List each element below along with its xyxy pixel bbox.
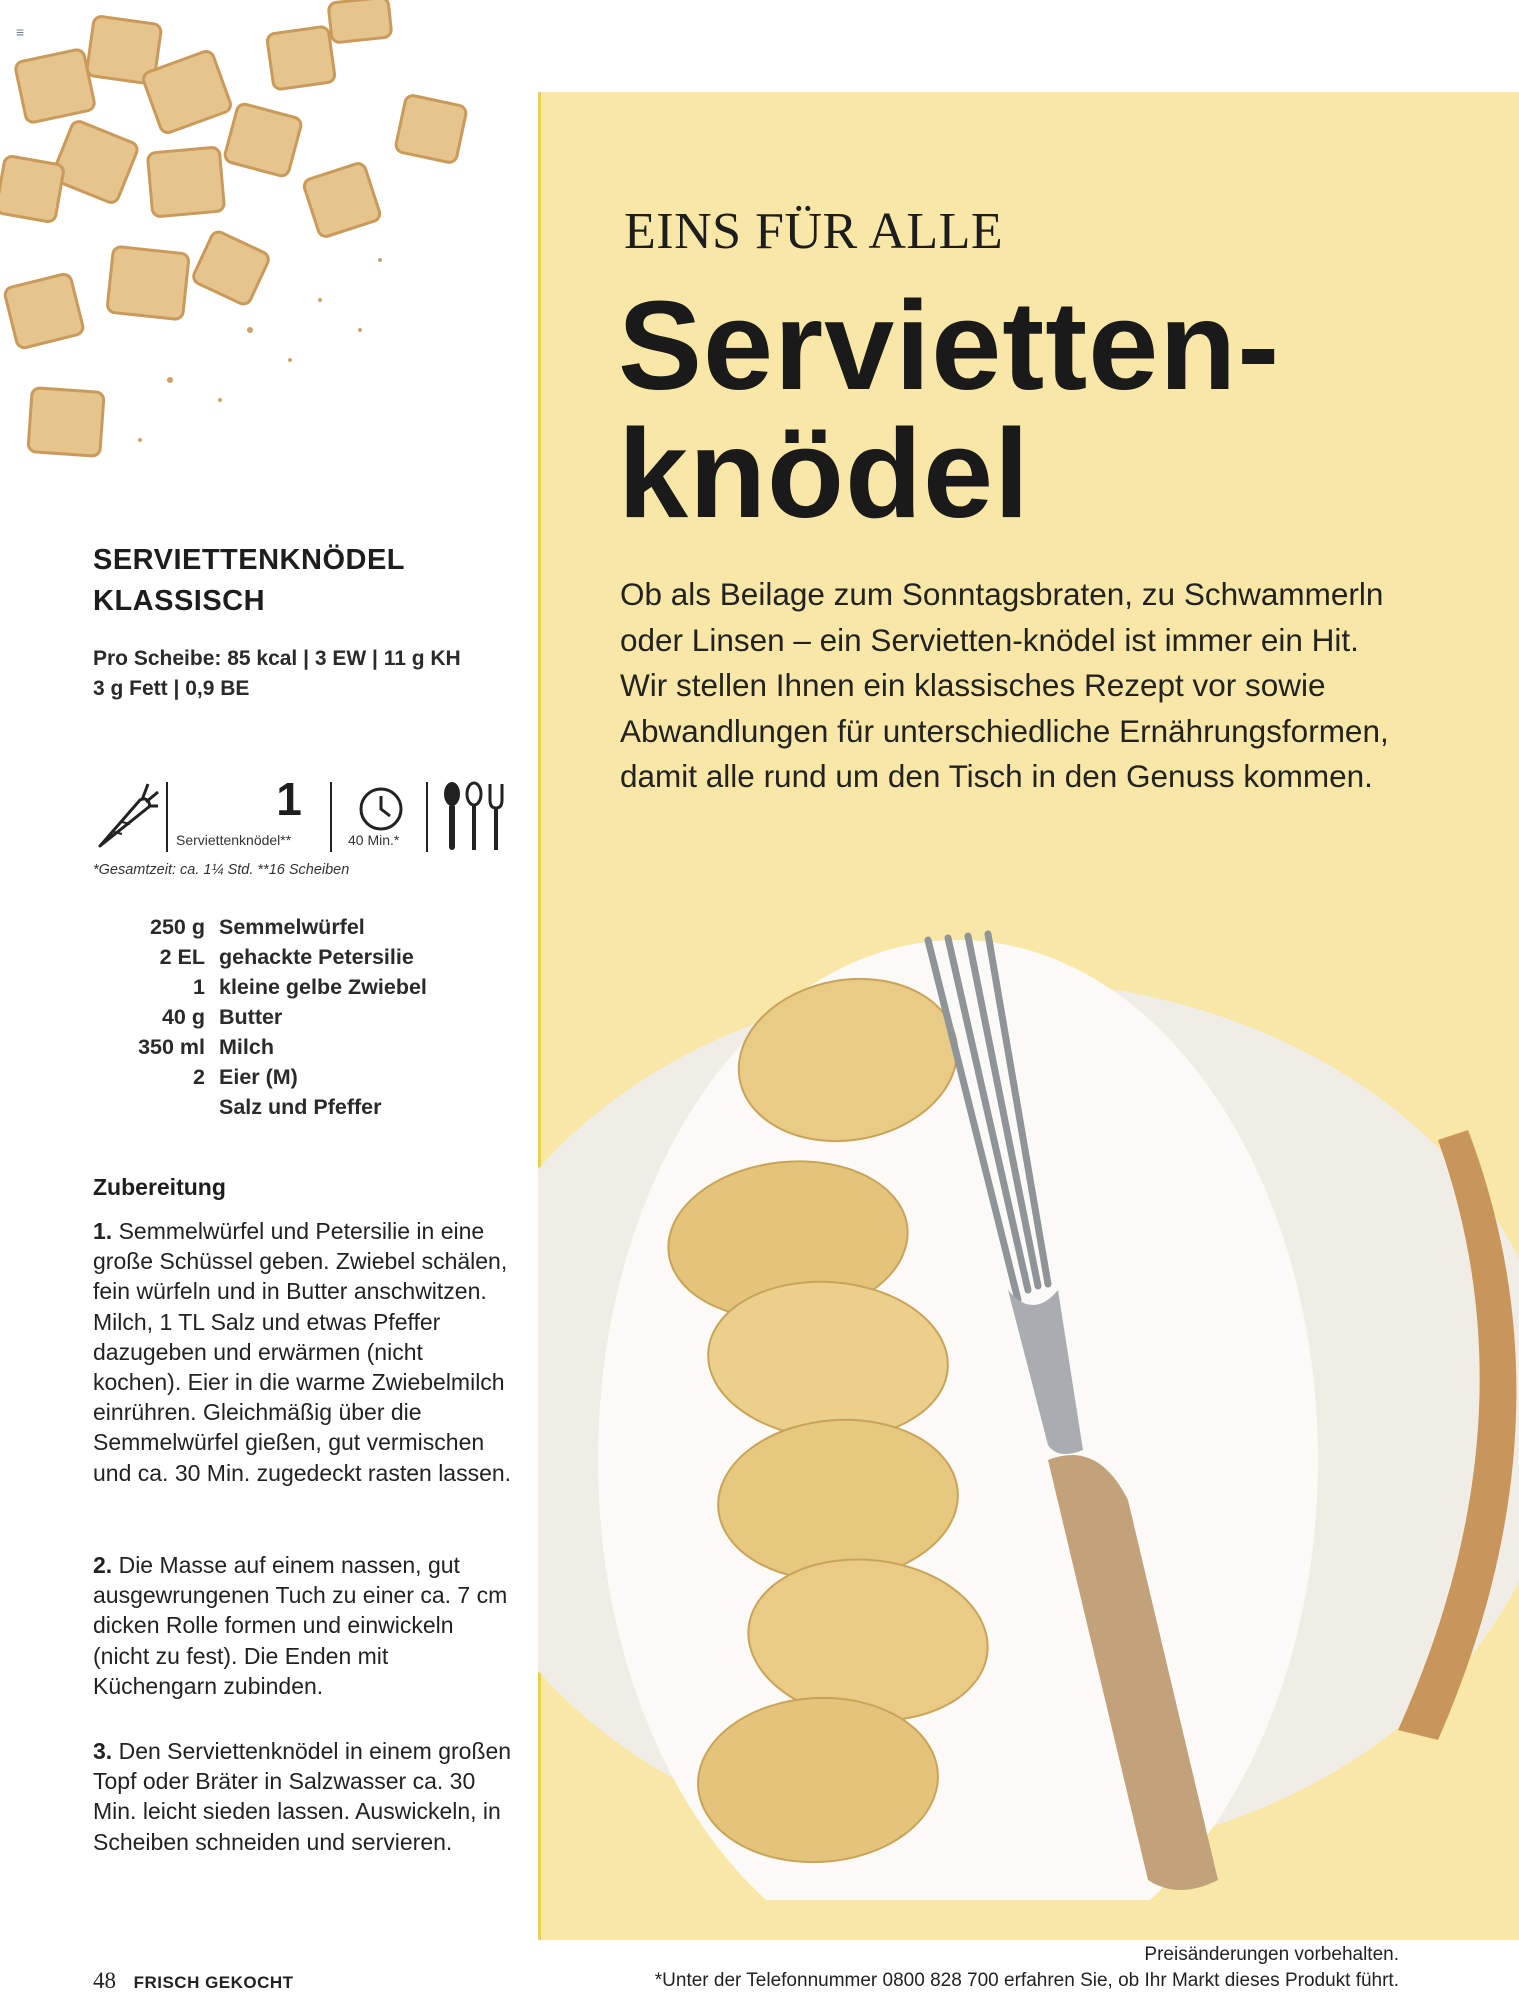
step-text: Den Serviettenknödel in einem großen Topf oder Bräter in Salzwasser ca. 30 Min. leicht sieden lassen. Auswickeln, in Scheiben schneiden und servieren.: [93, 1738, 512, 1855]
ingredient-name: Butter: [219, 1005, 283, 1029]
nutrition-line1: Pro Scheibe: 85 kcal | 3 EW | 11 g KH: [93, 647, 461, 670]
prep-step-1: [93, 1216, 513, 1488]
time-label: 40 Min.*: [348, 832, 400, 848]
cutlery-icon: [440, 780, 510, 854]
ingredient-name: Semmelwürfel: [219, 915, 365, 939]
ingredient-qty: 2 EL: [159, 945, 205, 969]
divider: [426, 782, 428, 852]
ingredient-row: [93, 1062, 493, 1092]
ingredient-qty: 1: [193, 975, 205, 999]
ingredient-name: gehackte Petersilie: [219, 945, 414, 969]
section-name: FRISCH GEKOCHT: [133, 1973, 294, 1992]
dumpling-photo: [538, 900, 1519, 1900]
divider: [330, 782, 332, 852]
ingredients-list: [93, 912, 493, 1122]
servings-label: Serviettenknödel**: [176, 832, 292, 848]
ingredient-name: Eier (M): [219, 1065, 298, 1089]
recipe-title: [93, 540, 405, 622]
ingredient-qty: [93, 1092, 219, 1122]
ingredient-row: [93, 1092, 493, 1122]
clock-icon: [358, 786, 404, 832]
carrot-icon: [96, 780, 160, 852]
intro-text: Ob als Beilage zum Sonntagsbraten, zu Schwammerln oder Linsen – ein Servietten-knödel ist immer ein Hit. Wir stellen Ihnen ein klassisches Rezept vor sowie Abwandlungen für unterschiedliche Ernährungsformen, damit alle rund um den Tisch in den Genuss kommen.: [620, 576, 1389, 794]
ingredient-row: [93, 1002, 493, 1032]
step-number: 1.: [93, 1218, 113, 1244]
ingredient-name: Milch: [219, 1035, 274, 1059]
ingredient-name: kleine gelbe Zwiebel: [219, 975, 427, 999]
kicker: EINS FÜR ALLE: [624, 203, 1004, 260]
prep-heading: Zubereitung: [93, 1174, 226, 1200]
ingredient-row: [93, 942, 493, 972]
nutrition-info: [93, 644, 461, 704]
page-footer: [93, 1968, 294, 1994]
ingredient-qty: 2: [193, 1065, 205, 1089]
headline-line1: Servietten-: [618, 275, 1281, 416]
step-number: 2.: [93, 1552, 113, 1578]
step-number: 3.: [93, 1738, 113, 1764]
ingredient-row: [93, 912, 493, 942]
headline: [618, 275, 1438, 544]
ingredient-qty: 350 ml: [138, 1035, 205, 1059]
divider: [166, 782, 168, 852]
step-text: Semmelwürfel und Petersilie in eine große Schüssel geben. Zwiebel schälen, fein würfeln und in Butter anschwitzen. Milch, 1 TL Salz und etwas Pfeffer dazugeben und erwärmen (nicht kochen). Eier in die warme Zwiebelmilch einrühren. Gleichmäßig über die Semmelwürfel gießen, gut vermischen und ca. 30 Min. zugedeckt rasten lassen.: [93, 1218, 512, 1486]
recipe-info-row: [96, 773, 516, 858]
headline-line2: knödel: [618, 403, 1031, 544]
prep-step-2: [93, 1550, 513, 1701]
step-text: Die Masse auf einem nassen, gut ausgewrungenen Tuch zu einer ca. 7 cm dicken Rolle formen und einwickeln (nicht zu fest). Die Enden mit Küchengarn zubinden.: [93, 1552, 508, 1699]
ingredient-qty: 40 g: [161, 1005, 205, 1029]
croutons-photo: [0, 0, 520, 500]
prep-step-3: [93, 1736, 513, 1857]
ingredient-qty: 250 g: [150, 915, 205, 939]
page-number: 48: [93, 1968, 116, 1993]
menu-icon[interactable]: ≡: [16, 24, 25, 40]
recipe-title-line1: SERVIETTENKNÖDEL: [93, 544, 406, 576]
servings-count: 1: [276, 773, 302, 825]
ingredient-row: [93, 972, 493, 1002]
phone-note: *Unter der Telefonnummer 0800 828 700 erfahren Sie, ob Ihr Markt dieses Produkt führt.: [654, 1970, 1399, 1991]
ingredient-name: Salz und Pfeffer: [219, 1095, 382, 1119]
price-note: Preisänderungen vorbehalten.: [1144, 1944, 1399, 1965]
recipe-title-line2: KLASSISCH: [93, 585, 266, 617]
ingredient-row: [93, 1032, 493, 1062]
time-footnote: *Gesamtzeit: ca. 1¼ Std. **16 Scheiben: [93, 862, 350, 878]
nutrition-line2: 3 g Fett | 0,9 BE: [93, 677, 250, 700]
